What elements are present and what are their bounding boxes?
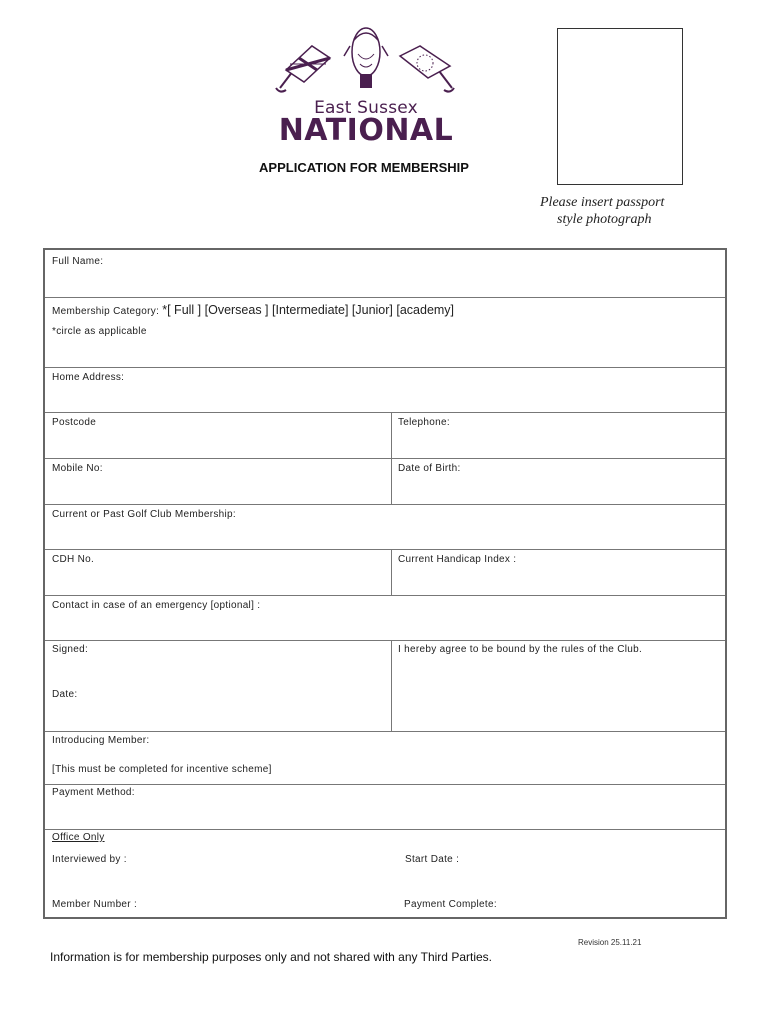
postcode-telephone-row — [45, 412, 725, 459]
full-name-label: Full Name: — [52, 256, 104, 267]
full-name-row[interactable] — [45, 250, 725, 297]
telephone-cell[interactable] — [392, 413, 725, 459]
signed-label: Signed: — [52, 644, 89, 655]
circle-note: *circle as applicable — [52, 326, 147, 337]
payment-complete-label: Payment Complete: — [404, 899, 497, 910]
introducing-row[interactable] — [45, 731, 725, 785]
signed-cell[interactable] — [45, 641, 392, 732]
mobile-label: Mobile No: — [52, 463, 103, 474]
golf-club-row[interactable] — [45, 504, 725, 550]
membership-category-text: Membership Category: — [52, 306, 160, 317]
handicap-label: Current Handicap Index : — [398, 554, 517, 565]
telephone-label: Telephone: — [398, 417, 450, 428]
photo-caption-line2: style photograph — [557, 212, 652, 227]
member-number-label: Member Number : — [52, 899, 138, 910]
photo-caption-line1: Please insert passport — [540, 195, 665, 210]
union-jack-flag-icon — [276, 46, 330, 92]
payment-method-row[interactable] — [45, 784, 725, 830]
club-crest-logo — [268, 24, 464, 102]
signed-row — [45, 640, 725, 732]
home-address-label: Home Address: — [52, 372, 125, 383]
cdh-cell[interactable] — [45, 550, 392, 596]
date-label: Date: — [52, 689, 78, 700]
office-only-row — [45, 829, 725, 918]
eu-flag-icon — [400, 46, 454, 92]
dob-label: Date of Birth: — [398, 463, 461, 474]
crest-figure-icon — [344, 28, 388, 88]
privacy-footer: Information is for membership purposes only and not shared with any Third Parties. — [50, 950, 492, 964]
postcode-label: Postcode — [52, 417, 97, 428]
cdh-label: CDH No. — [52, 554, 95, 565]
revision-label: Revision 25.11.21 — [578, 938, 642, 947]
postcode-cell[interactable] — [45, 413, 392, 459]
handicap-cell[interactable] — [392, 550, 725, 596]
membership-options[interactable]: *[ Full ] [Overseas ] [Intermediate] [Junior] [academy] — [162, 303, 455, 317]
golf-club-label: Current or Past Golf Club Membership: — [52, 509, 236, 520]
logo-subtitle: East Sussex — [314, 98, 418, 118]
incentive-note: [This must be completed for incentive scheme] — [52, 764, 272, 775]
office-only-label: Office Only — [52, 832, 105, 843]
application-form — [43, 248, 727, 919]
membership-category-row[interactable] — [45, 297, 725, 368]
introducing-label: Introducing Member: — [52, 735, 150, 746]
agree-cell[interactable] — [392, 641, 725, 732]
mobile-dob-row — [45, 458, 725, 505]
mobile-cell[interactable] — [45, 459, 392, 505]
payment-method-label: Payment Method: — [52, 787, 135, 798]
dob-cell[interactable] — [392, 459, 725, 505]
home-address-row[interactable] — [45, 367, 725, 413]
membership-category-label — [52, 303, 454, 317]
interviewed-label: Interviewed by : — [52, 854, 127, 865]
page-title: APPLICATION FOR MEMBERSHIP — [259, 160, 469, 175]
start-date-label: Start Date : — [405, 854, 460, 865]
photo-placeholder[interactable] — [557, 28, 683, 185]
emergency-row[interactable] — [45, 595, 725, 641]
photo-caption — [540, 194, 710, 228]
logo-title: NATIONAL — [278, 113, 454, 148]
emergency-label: Contact in case of an emergency [optional] : — [52, 600, 261, 611]
agree-label: I hereby agree to be bound by the rules of the Club. — [398, 644, 643, 655]
cdh-handicap-row — [45, 549, 725, 596]
